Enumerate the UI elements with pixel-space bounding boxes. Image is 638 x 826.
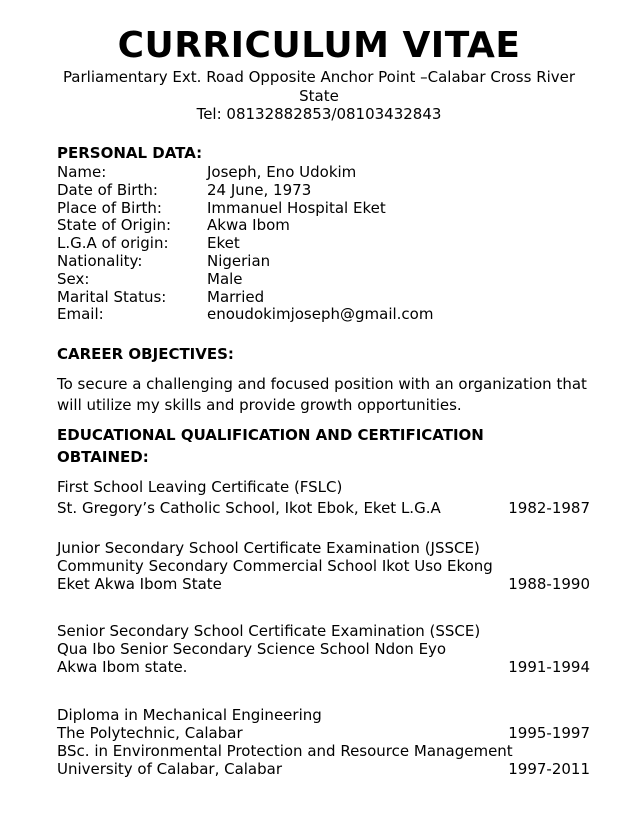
- education-entry-higher: [57, 706, 590, 778]
- qualification-title: Diploma in Mechanical Engineering: [57, 706, 322, 724]
- field-value: Nigerian: [207, 251, 271, 270]
- career-objectives-heading: CAREER OBJECTIVES:: [57, 345, 234, 363]
- address-line-2: State: [299, 87, 339, 105]
- institution-location-line: [57, 658, 590, 676]
- years-range: 1988-1990: [508, 575, 590, 593]
- field-value: 24 June, 1973: [207, 180, 312, 199]
- institution-name: Community Secondary Commercial School Ikot Uso Ekong: [57, 557, 493, 575]
- qualification-line: [57, 539, 590, 557]
- education-entry-ssce: [57, 622, 590, 676]
- cv-title: CURRICULUM VITAE: [117, 25, 521, 66]
- personal-row-nationality: [57, 253, 433, 271]
- personal-row-email: [57, 306, 433, 324]
- education-heading-line-1: EDUCATIONAL QUALIFICATION AND CERTIFICATION: [57, 426, 484, 444]
- field-label: Place of Birth:: [57, 198, 162, 217]
- field-value: Immanuel Hospital Eket: [207, 198, 386, 217]
- personal-data-table: [57, 164, 433, 324]
- qualification-title: Senior Secondary School Certificate Examination (SSCE): [57, 622, 481, 640]
- education-heading: [57, 424, 527, 468]
- field-value: Akwa Ibom: [207, 216, 290, 235]
- institution-line: [57, 724, 590, 742]
- qualification-line-bsc: [57, 742, 590, 760]
- field-label: State of Origin:: [57, 216, 172, 235]
- phone-line: Tel: 08132882853/08103432843: [196, 105, 442, 123]
- field-value: Male: [207, 269, 243, 288]
- field-value: Married: [207, 287, 265, 306]
- years-range: 1995-1997: [508, 724, 590, 742]
- personal-row-sex: [57, 271, 433, 289]
- personal-data-heading: PERSONAL DATA:: [57, 144, 203, 162]
- qualification-line: [57, 477, 590, 498]
- field-label: Name:: [57, 163, 107, 181]
- qualification-line: [57, 706, 590, 724]
- qualification-title: First School Leaving Certificate (FSLC): [57, 478, 343, 496]
- institution-location-line: [57, 575, 590, 593]
- field-value: Joseph, Eno Udokim: [207, 163, 357, 181]
- personal-row-name: [57, 164, 433, 182]
- education-entry-jssce: [57, 539, 590, 593]
- field-label: Nationality:: [57, 251, 143, 270]
- institution-name: The Polytechnic, Calabar: [57, 724, 243, 742]
- education-entry-fslc: [57, 477, 590, 519]
- institution-name: St. Gregory’s Catholic School, Ikot Ebok, Eket L.G.A: [57, 499, 441, 517]
- years-range: 1982-1987: [508, 499, 590, 517]
- institution-name: Qua Ibo Senior Secondary Science School Ndon Eyo: [57, 640, 447, 658]
- institution-location: Eket Akwa Ibom State: [57, 575, 222, 593]
- qualification-line: [57, 622, 590, 640]
- years-range: 1991-1994: [508, 658, 590, 676]
- institution-line: [57, 557, 590, 575]
- institution-location: Akwa Ibom state.: [57, 658, 188, 676]
- years-range: 1997-2011: [508, 760, 590, 778]
- field-label: L.G.A of origin:: [57, 234, 169, 253]
- personal-row-dob: [57, 182, 433, 200]
- career-objective-text: To secure a challenging and focused position with an organization that will utilize my skills and provide growth opportunities.: [57, 375, 587, 414]
- institution-line-bsc: [57, 760, 590, 778]
- institution-line: [57, 498, 590, 519]
- institution-name: University of Calabar, Calabar: [57, 760, 283, 778]
- personal-row-marital: [57, 289, 433, 307]
- personal-row-pob: [57, 200, 433, 218]
- institution-line: [57, 640, 590, 658]
- qualification-title: Junior Secondary School Certificate Examination (JSSCE): [57, 539, 480, 557]
- field-label: Date of Birth:: [57, 180, 158, 199]
- education-heading-line-2: OBTAINED:: [57, 448, 149, 466]
- email-value: enoudokimjoseph@gmail.com: [207, 305, 434, 324]
- personal-row-lga: [57, 235, 433, 253]
- field-label: Sex:: [57, 269, 90, 288]
- field-label: Email:: [57, 305, 104, 324]
- qualification-title: BSc. in Environmental Protection and Resource Management: [57, 742, 513, 760]
- field-label: Marital Status:: [57, 287, 167, 306]
- address-line-1: Parliamentary Ext. Road Opposite Anchor Point –Calabar Cross River: [62, 68, 576, 86]
- field-value: Eket: [207, 234, 240, 253]
- personal-row-state: [57, 217, 433, 235]
